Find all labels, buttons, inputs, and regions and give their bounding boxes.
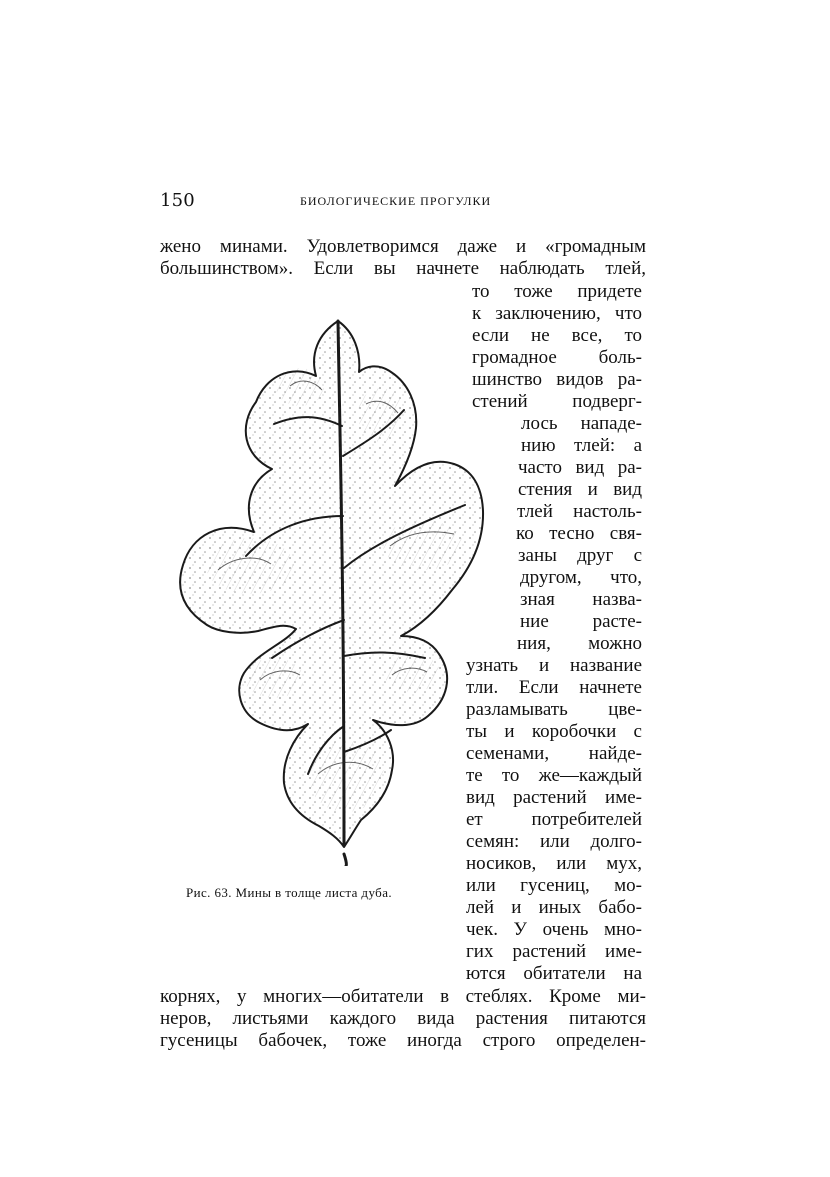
text-line: заны друг с [518, 545, 642, 566]
text-line: ния, можно [517, 633, 642, 654]
text-line: ко тесно свя- [516, 523, 642, 544]
text-line: тлей настоль- [517, 501, 642, 522]
text-line: нию тлей: а [521, 435, 642, 456]
figure-caption: Рис. 63. Мины в толще листа дуба. [186, 885, 393, 900]
text-line: вид растений име- [466, 787, 642, 808]
text-line: жено минами. Удовлетворимся даже и «громадным [160, 236, 646, 257]
text-line: чек. У очень мно- [466, 919, 642, 940]
text-line: то тоже придете [472, 281, 642, 302]
text-line: лей и иных бабо- [466, 897, 642, 918]
text-line: к заключению, что [472, 303, 642, 324]
text-line: шинство видов ра- [472, 369, 642, 390]
text-line: ты и коробочки с [466, 721, 642, 742]
text-line: ние расте- [520, 611, 642, 632]
text-line: большинством». Если вы начнете наблюдать тлей, [160, 258, 646, 279]
page-number: 150 [160, 190, 195, 211]
text-line: корнях, у многих—обитатели в стеблях. Кроме ми- [160, 986, 646, 1007]
text-line: гих растений име- [466, 941, 642, 962]
text-line: гусеницы бабочек, тоже иногда строго определен- [160, 1030, 646, 1051]
oak-leaf-illustration [168, 306, 518, 866]
text-line: семян: или долго- [466, 831, 642, 852]
text-line: зная назва- [520, 589, 642, 610]
text-line: другом, что, [520, 567, 642, 588]
running-title: БИОЛОГИЧЕСКИЕ ПРОГУЛКИ [300, 194, 492, 208]
text-line: если не все, то [472, 325, 642, 346]
text-line: часто вид ра- [518, 457, 642, 478]
text-line: ются обитатели на [466, 963, 642, 984]
text-line: ет потребителей [466, 809, 642, 830]
text-line: стений подверг- [472, 391, 642, 412]
text-line: те то же—каждый [466, 765, 642, 786]
text-line: или гусениц, мо- [466, 875, 642, 896]
text-line: разламывать цве- [466, 699, 642, 720]
text-line: лось нападе- [521, 413, 642, 434]
text-line: семенами, найде- [466, 743, 642, 764]
text-line: громадное боль- [472, 347, 642, 368]
text-line: стения и вид [518, 479, 642, 500]
text-line: неров, листьями каждого вида растения питаются [160, 1008, 646, 1029]
text-line: носиков, или мух, [466, 853, 642, 874]
text-line: узнать и название [466, 655, 642, 676]
text-line: тли. Если начнете [466, 677, 642, 698]
oak-leaf-figure [168, 306, 518, 866]
